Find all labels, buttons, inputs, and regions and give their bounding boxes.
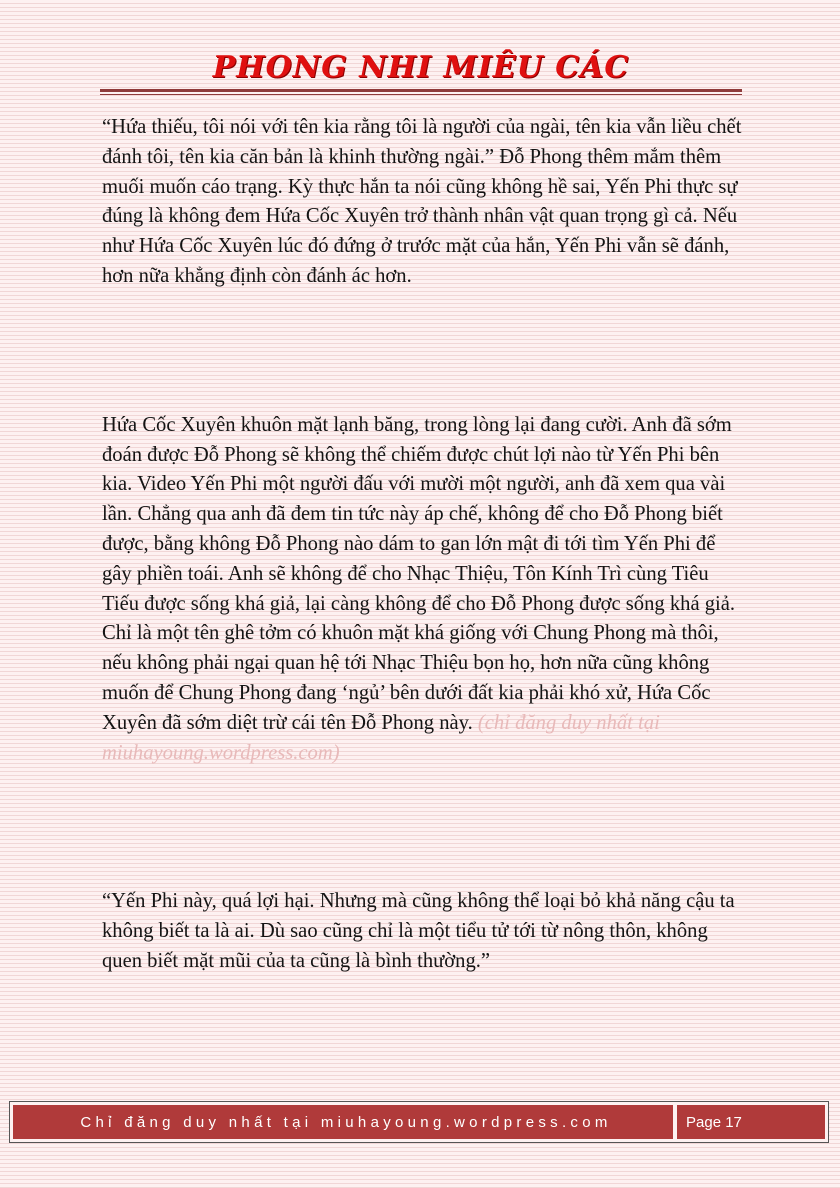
page-footer xyxy=(9,1101,829,1143)
document-body xyxy=(102,113,748,977)
paragraph-1: “Hứa thiếu, tôi nói với tên kia rằng tôi là người của ngài, tên kia vẫn liều chết đánh tôi, tên kia căn bản là khinh thường ngài.” Đỗ Phong thêm mắm thêm muối muốn cáo trạng. Kỳ thực hắn ta nói cũng không hề sai, Yến Phi thực sự đúng là không đem Hứa Cốc Xuyên trở thành nhân vật quan trọng gì cả. Nếu như Hứa Cốc Xuyên lúc đó đứng ở trước mặt của hắn, Yến Phi vẫn sẽ đánh, hơn nữa khẳng định còn đánh ác hơn. xyxy=(102,116,742,287)
header-divider-thin xyxy=(100,94,742,95)
header-divider-thick xyxy=(100,89,742,92)
page-title: PHONG NHI MIÊU CÁC xyxy=(212,50,630,85)
footer-inner xyxy=(13,1105,825,1139)
page-header xyxy=(100,50,742,98)
paragraph-2 xyxy=(102,411,748,769)
watermark-text: (chỉ đăng duy nhất tại miuhayoung.wordpress.com) xyxy=(102,711,660,764)
paragraph-2-text: Hứa Cốc Xuyên khuôn mặt lạnh băng, trong lòng lại đang cười. Anh đã sớm đoán được Đỗ Phong sẽ không thể chiếm được chút lợi nào từ Yến Phi bên kia. Video Yến Phi một người đấu với mười một người, anh đã xem qua vài lần. Chẳng qua anh đã đem tin tức này áp chế, không để cho Đỗ Phong biết được, bằng không Đỗ Phong nào dám to gan lớn mật đi tới tìm Yến Phi để gây phiền toái. Anh sẽ không để cho Nhạc Thiệu, Tôn Kính Trì cùng Tiêu Tiếu được sống khá giả, lại càng không để cho Đỗ Phong được sống khá giả. Chỉ là một tên ghê tởm có khuôn mặt khá giống với Chung Phong mà thôi, nếu không phải ngại quan hệ tới Nhạc Thiệu bọn họ, hơn nữa cũng không muốn để Chung Phong đang ‘ngủ’ bên dưới đất kia phải khó xử, Hứa Cốc Xuyên đã sớm diệt trừ cái tên Đỗ Phong này. xyxy=(102,413,736,734)
paragraph-3: “Yến Phi này, quá lợi hại. Nhưng mà cũng không thể loại bỏ khả năng cậu ta không biết ta là ai. Dù sao cũng chỉ là một tiểu tử tới từ nông thôn, không quen biết mặt mũi của ta cũng là bình thường.” xyxy=(102,890,735,972)
page-number: Page 17 xyxy=(677,1105,825,1139)
footer-site-text: Chỉ đăng duy nhất tại miuhayoung.wordpress.com xyxy=(13,1105,673,1139)
